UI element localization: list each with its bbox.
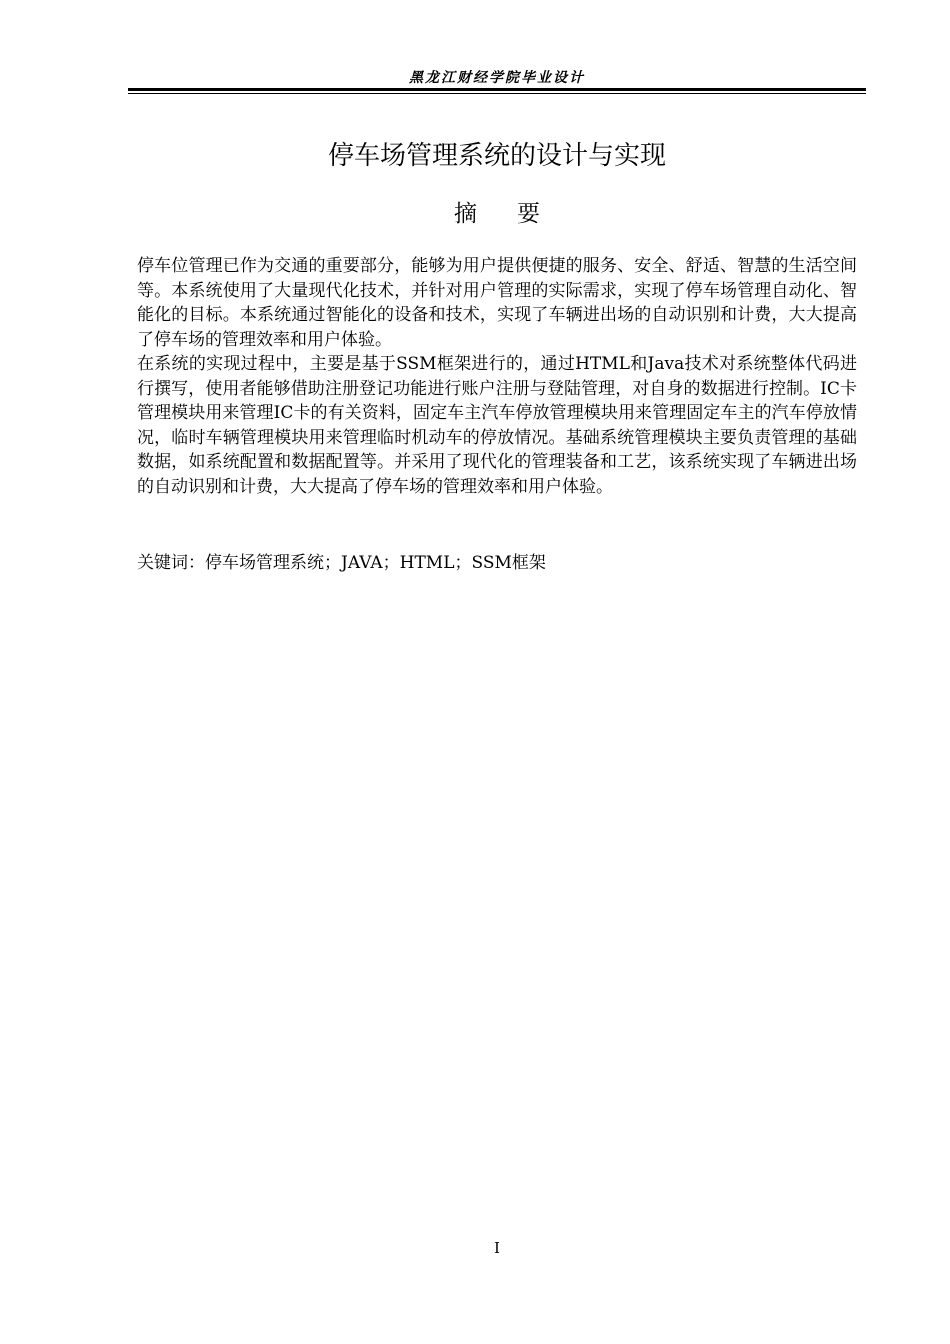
abstract-paragraph-2: 在系统的实现过程中，主要是基于SSM框架进行的，通过HTML和Java技术对系统整体代码进行撰写，使用者能够借助注册登记功能进行账户注册与登陆管理，对自身的数据进行控制。IC卡管理模块用来管理IC卡的有关资料，固定车主汽车停放管理模块用来管理固定车主的汽车停放情况，临时车辆管理模块用来管理临时机动车的停放情况。基础系统管理模块主要负责管理的基础数据，如系统配置和数据配置等。并采用了现代化的管理装备和工艺，该系统实现了车辆进出场的自动识别和计费，大大提高了停车场的管理效率和用户体验。	[137, 354, 857, 497]
abstract-heading: 摘要	[454, 201, 580, 227]
header-rule-thin	[128, 93, 866, 94]
header-rule-thick	[128, 88, 866, 91]
keywords-value: 停车场管理系统；JAVA；HTML；SSM框架	[205, 553, 546, 573]
document-title: 停车场管理系统的设计与实现	[327, 141, 666, 171]
keywords-label: 关键词：	[137, 553, 205, 573]
abstract-body	[137, 254, 857, 499]
page-number: I	[494, 1239, 500, 1257]
abstract-paragraph-1: 停车位管理已作为交通的重要部分，能够为用户提供便捷的服务、安全、舒适、智慧的生活空间等。本系统使用了大量现代化技术，并针对用户管理的实际需求，实现了停车场管理自动化、智能化的目标。本系统通过智能化的设备和技术，实现了车辆进出场的自动识别和计费，大大提高了停车场的管理效率和用户体验。	[137, 256, 857, 350]
running-header: 黑龙江财经学院毕业设计	[409, 70, 585, 86]
keywords-line	[137, 551, 857, 575]
